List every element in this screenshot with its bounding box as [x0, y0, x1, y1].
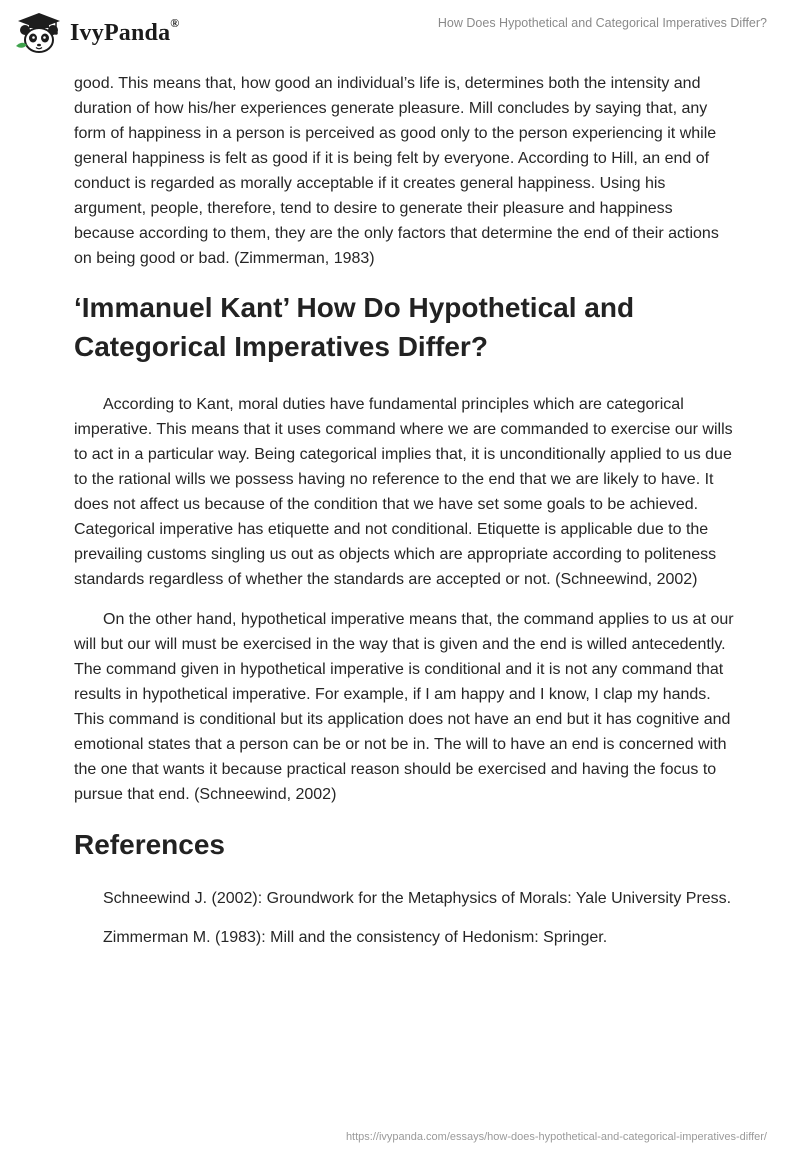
intro-paragraph: good. This means that, how good an individual’s life is, determines both the intensity and duration of how his/her experiences generate pleasure. Mill concludes by saying that, any form of happiness in a person is perceived as good only to the person experiencing it while general happiness is felt as good if it is being felt by everyone. According to Hill, an end of conduct is regarded as morally acceptable if it creates general happiness. Using his argument, people, therefore, tend to desire to generate their pleasure and happiness because according to them, they are the only factors that determine the end of their actions on being good or bad. (Zimmerman, 1983)	[74, 75, 719, 267]
panda-graduation-cap-icon	[14, 10, 64, 56]
reference-item: Schneewind J. (2002): Groundwork for the Metaphysics of Morals: Yale University Press.	[103, 890, 732, 907]
page-header	[0, 0, 800, 66]
ivypanda-logo[interactable]	[14, 8, 179, 58]
logo-text	[70, 15, 180, 47]
body-paragraph: On the other hand, hypothetical imperative means that, the command applies to us at our will but our will must be exercised in the way that is given and the end is willed antecedently. The command given in hypothetical imperative is conditional and it is not any command that results in hypothetical imperative. For example, if I am happy and I know, I clap my hands. This command is conditional but its application does not have an end but it has cognitive and emotional states that a person can be or not be in. The will to have an end is concerned with the one that wants it because practical reason should be exercised and having the focus to pursue that end. (Schneewind, 2002)	[74, 611, 734, 803]
essay-content	[74, 71, 734, 964]
section-heading: ‘Immanuel Kant’ How Do Hypothetical and Categorical Imperatives Differ?	[74, 292, 635, 362]
body-paragraph: According to Kant, moral duties have fundamental principles which are categorical imperative. This means that it uses command where we are commanded to exercise our wills to act in a particular way. Being categorical implies that, it is unconditionally applied to us due to the rational wills we possess having no reference to the end that we are likely to have. It does not affect us because of the condition that we have set some goals to be achieved. Categorical imperative has etiquette and not conditional. Etiquette is applicable due to the prevailing customs singling us out as objects which are appropriate according to politeness standards regardless of whether the standards are accepted or not. (Schneewind, 2002)	[74, 396, 733, 588]
references-heading: References	[74, 829, 225, 860]
reference-item: Zimmerman M. (1983): Mill and the consistency of Hedonism: Springer.	[103, 929, 608, 946]
registered-mark: ®	[170, 15, 180, 30]
document-title: How Does Hypothetical and Categorical Imperatives Differ?	[437, 16, 767, 30]
logo-wordmark: IvyPanda	[70, 19, 171, 46]
footer-url[interactable]: https://ivypanda.com/essays/how-does-hypothetical-and-categorical-imperatives-differ/	[345, 1131, 767, 1143]
